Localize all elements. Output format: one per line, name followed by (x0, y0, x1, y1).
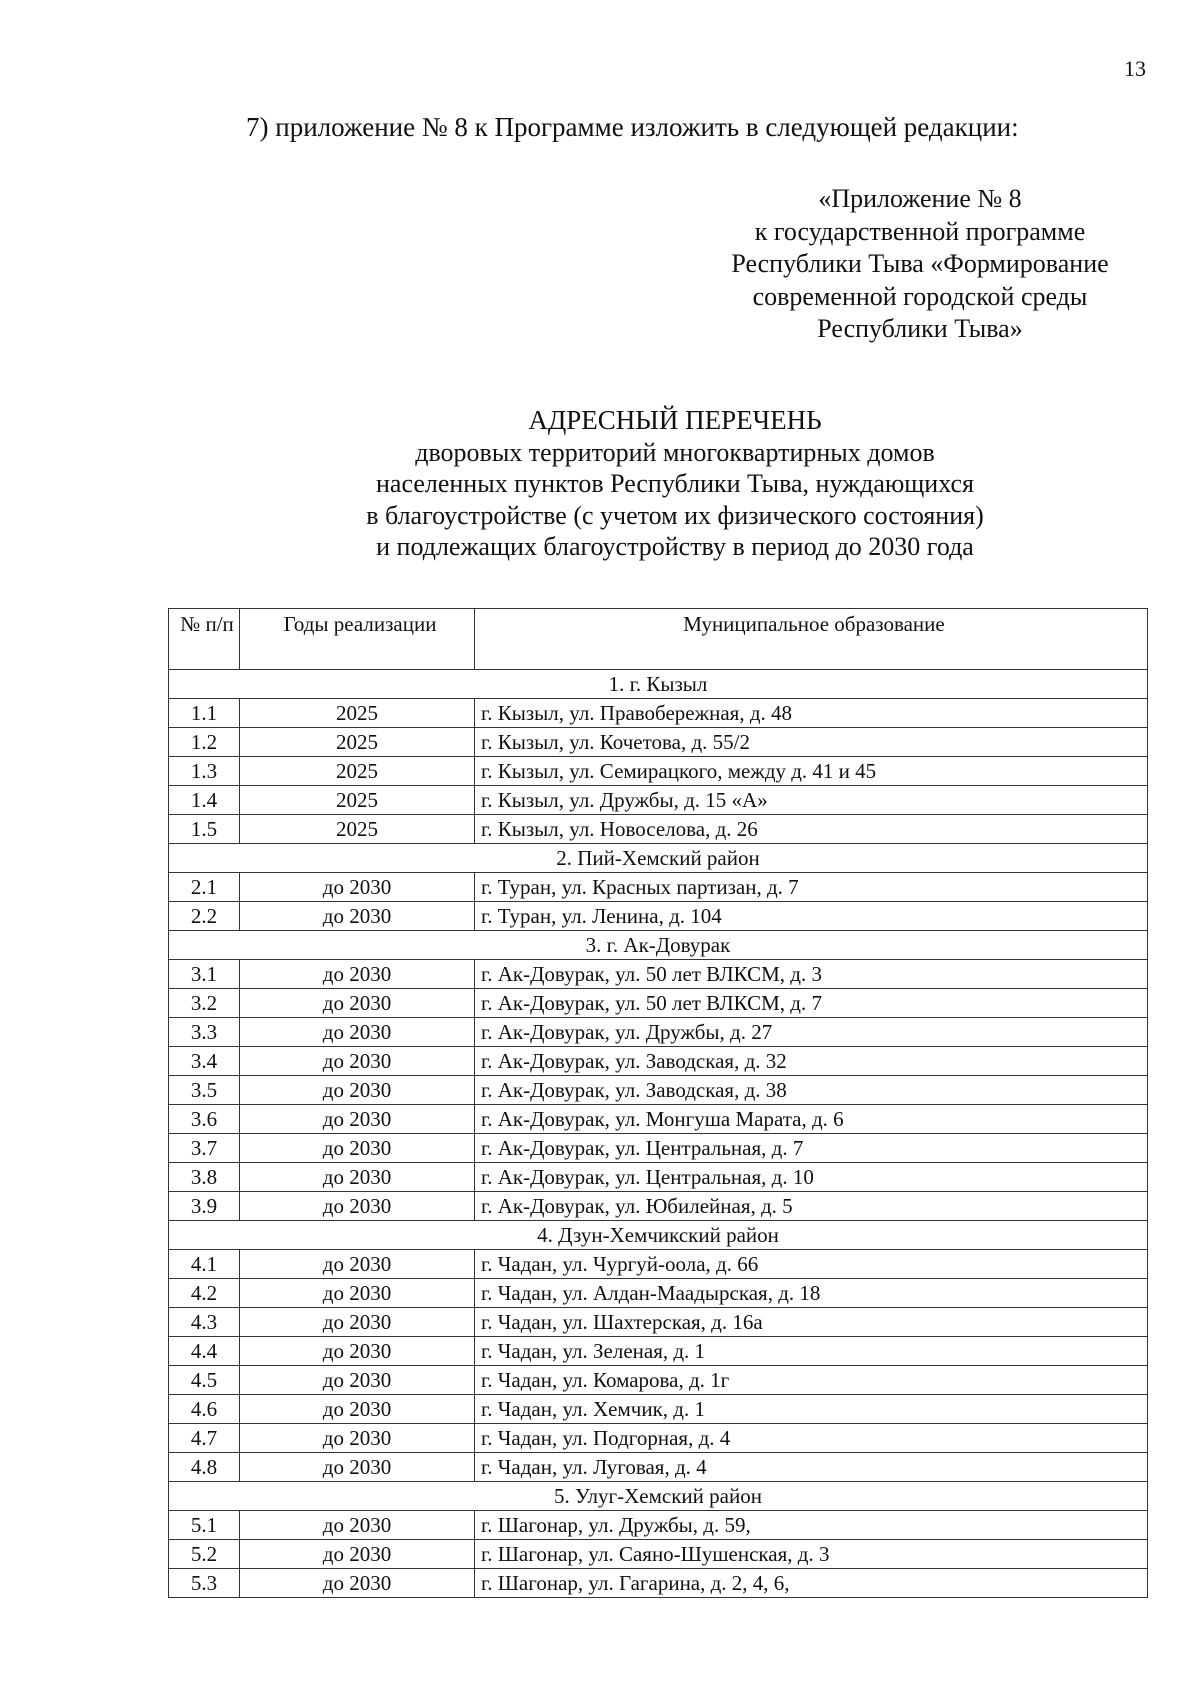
row-number: 3.5 (169, 1076, 240, 1105)
table-row (169, 902, 1148, 931)
row-number: 2.1 (169, 873, 240, 902)
row-number: 4.6 (169, 1395, 240, 1424)
table-row (169, 1337, 1148, 1366)
document-title: АДРЕСНЫЙ ПЕРЕЧЕНЬ (528, 405, 822, 435)
intro-paragraph: 7) приложение № 8 к Программе изложить в следующей редакции: (246, 112, 1019, 142)
table-header (169, 609, 1148, 670)
section-title: 3. г. Ак-Довурак (169, 931, 1148, 960)
table-row (169, 1569, 1148, 1598)
table-row (169, 1076, 1148, 1105)
row-years: до 2030 (240, 1569, 475, 1598)
row-address: г. Ак-Довурак, ул. Центральная, д. 7 (475, 1134, 1148, 1163)
table-row (169, 1424, 1148, 1453)
row-years: до 2030 (240, 1395, 475, 1424)
row-address: г. Кызыл, ул. Правобережная, д. 48 (475, 699, 1148, 728)
row-years: до 2030 (240, 873, 475, 902)
row-number: 4.2 (169, 1279, 240, 1308)
section-title: 5. Улуг-Хемский район (169, 1482, 1148, 1511)
table-row (169, 989, 1148, 1018)
header-municipality: Муниципальное образование (475, 609, 1148, 670)
document-subtitle-line: населенных пунктов Республики Тыва, нуждающихся (376, 469, 974, 498)
table-row (169, 757, 1148, 786)
row-address: г. Ак-Довурак, ул. Центральная, д. 10 (475, 1163, 1148, 1192)
row-address: г. Чадан, ул. Шахтерская, д. 16а (475, 1308, 1148, 1337)
table-body (169, 670, 1148, 1598)
section-row (169, 844, 1148, 873)
row-years: до 2030 (240, 1250, 475, 1279)
table-row (169, 1047, 1148, 1076)
row-address: г. Ак-Довурак, ул. Дружбы, д. 27 (475, 1018, 1148, 1047)
row-number: 5.2 (169, 1540, 240, 1569)
row-address: г. Туран, ул. Красных партизан, д. 7 (475, 873, 1148, 902)
table-row (169, 699, 1148, 728)
row-number: 1.3 (169, 757, 240, 786)
section-title: 1. г. Кызыл (169, 670, 1148, 699)
table-row (169, 1018, 1148, 1047)
table-row (169, 815, 1148, 844)
table-row (169, 1366, 1148, 1395)
row-address: г. Туран, ул. Ленина, д. 104 (475, 902, 1148, 931)
row-number: 4.7 (169, 1424, 240, 1453)
table-row (169, 1540, 1148, 1569)
table-row (169, 1250, 1148, 1279)
row-years: 2025 (240, 699, 475, 728)
row-number: 3.9 (169, 1192, 240, 1221)
row-address: г. Ак-Довурак, ул. Заводская, д. 38 (475, 1076, 1148, 1105)
row-address: г. Шагонар, ул. Саяно-Шушенская, д. 3 (475, 1540, 1148, 1569)
table-row (169, 1105, 1148, 1134)
row-address: г. Ак-Довурак, ул. 50 лет ВЛКСМ, д. 7 (475, 989, 1148, 1018)
section-row (169, 1221, 1148, 1250)
row-address: г. Шагонар, ул. Дружбы, д. 59, (475, 1511, 1148, 1540)
row-years: до 2030 (240, 960, 475, 989)
header-number: № п/п (169, 609, 240, 670)
appendix-line: «Приложение № 8 (818, 184, 1022, 213)
row-years: до 2030 (240, 1453, 475, 1482)
row-years: до 2030 (240, 1511, 475, 1540)
row-number: 1.2 (169, 728, 240, 757)
document-subtitle-line: в благоустройстве (с учетом их физического состояния) (366, 500, 984, 530)
row-years: до 2030 (240, 1047, 475, 1076)
row-number: 3.2 (169, 989, 240, 1018)
row-number: 5.3 (169, 1569, 240, 1598)
header-years: Годы реализации (240, 609, 475, 670)
section-title: 4. Дзун-Хемчикский район (169, 1221, 1148, 1250)
row-number: 5.1 (169, 1511, 240, 1540)
table-row (169, 1453, 1148, 1482)
row-address: г. Ак-Довурак, ул. 50 лет ВЛКСМ, д. 3 (475, 960, 1148, 989)
row-years: до 2030 (240, 1308, 475, 1337)
row-number: 3.4 (169, 1047, 240, 1076)
row-years: до 2030 (240, 1018, 475, 1047)
row-address: г. Чадан, ул. Хемчик, д. 1 (475, 1395, 1148, 1424)
row-address: г. Чадан, ул. Зеленая, д. 1 (475, 1337, 1148, 1366)
row-number: 3.3 (169, 1018, 240, 1047)
row-address: г. Чадан, ул. Комарова, д. 1г (475, 1366, 1148, 1395)
row-years: до 2030 (240, 1366, 475, 1395)
document-subtitle-line: и подлежащих благоустройству в период до 2030 года (376, 532, 974, 561)
document-subtitle-line: дворовых территорий многоквартирных домов (415, 437, 935, 467)
table-row (169, 728, 1148, 757)
row-years: до 2030 (240, 1424, 475, 1453)
row-address: г. Кызыл, ул. Новоселова, д. 26 (475, 815, 1148, 844)
row-number: 3.1 (169, 960, 240, 989)
row-address: г. Кызыл, ул. Дружбы, д. 15 «А» (475, 786, 1148, 815)
row-number: 2.2 (169, 902, 240, 931)
table-row (169, 786, 1148, 815)
row-address: г. Шагонар, ул. Гагарина, д. 2, 4, 6, (475, 1569, 1148, 1598)
table-row (169, 1163, 1148, 1192)
table-row (169, 1192, 1148, 1221)
section-title: 2. Пий-Хемский район (169, 844, 1148, 873)
row-years: до 2030 (240, 902, 475, 931)
row-address: г. Чадан, ул. Алдан-Маадырская, д. 18 (475, 1279, 1148, 1308)
address-table (168, 608, 1148, 1598)
table-row (169, 960, 1148, 989)
row-address: г. Кызыл, ул. Семирацкого, между д. 41 и 45 (475, 757, 1148, 786)
appendix-line: современной городской среды (752, 281, 1088, 311)
row-years: до 2030 (240, 1337, 475, 1366)
row-number: 1.1 (169, 699, 240, 728)
row-address: г. Кызыл, ул. Кочетова, д. 55/2 (475, 728, 1148, 757)
row-number: 1.4 (169, 786, 240, 815)
table-row (169, 1511, 1148, 1540)
row-number: 1.5 (169, 815, 240, 844)
row-years: до 2030 (240, 1192, 475, 1221)
row-number: 3.8 (169, 1163, 240, 1192)
row-number: 3.6 (169, 1105, 240, 1134)
row-number: 4.5 (169, 1366, 240, 1395)
row-years: 2025 (240, 757, 475, 786)
section-row (169, 931, 1148, 960)
row-address: г. Чадан, ул. Подгорная, д. 4 (475, 1424, 1148, 1453)
row-address: г. Ак-Довурак, ул. Юбилейная, д. 5 (475, 1192, 1148, 1221)
appendix-line: Республики Тыва «Формирование (731, 249, 1109, 278)
section-row (169, 1482, 1148, 1511)
row-years: до 2030 (240, 989, 475, 1018)
row-address: г. Чадан, ул. Луговая, д. 4 (475, 1453, 1148, 1482)
row-number: 4.4 (169, 1337, 240, 1366)
row-number: 4.3 (169, 1308, 240, 1337)
row-address: г. Ак-Довурак, ул. Монгуша Марата, д. 6 (475, 1105, 1148, 1134)
row-years: до 2030 (240, 1134, 475, 1163)
table-row (169, 1308, 1148, 1337)
row-years: до 2030 (240, 1163, 475, 1192)
row-years: до 2030 (240, 1279, 475, 1308)
table-row (169, 1134, 1148, 1163)
page-number: 13 (1124, 56, 1146, 81)
row-years: до 2030 (240, 1540, 475, 1569)
table-header-row (169, 609, 1148, 670)
appendix-line: к государственной программе (754, 216, 1086, 246)
row-number: 4.1 (169, 1250, 240, 1279)
row-years: до 2030 (240, 1076, 475, 1105)
appendix-line: Республики Тыва» (817, 314, 1023, 343)
table-row (169, 873, 1148, 902)
row-address: г. Ак-Довурак, ул. Заводская, д. 32 (475, 1047, 1148, 1076)
appendix-reference (680, 183, 1160, 346)
row-number: 4.8 (169, 1453, 240, 1482)
row-years: 2025 (240, 786, 475, 815)
table-row (169, 1279, 1148, 1308)
row-number: 3.7 (169, 1134, 240, 1163)
document-heading (200, 405, 1150, 563)
row-address: г. Чадан, ул. Чургуй-оола, д. 66 (475, 1250, 1148, 1279)
section-row (169, 670, 1148, 699)
row-years: 2025 (240, 815, 475, 844)
row-years: до 2030 (240, 1105, 475, 1134)
row-years: 2025 (240, 728, 475, 757)
table-row (169, 1395, 1148, 1424)
